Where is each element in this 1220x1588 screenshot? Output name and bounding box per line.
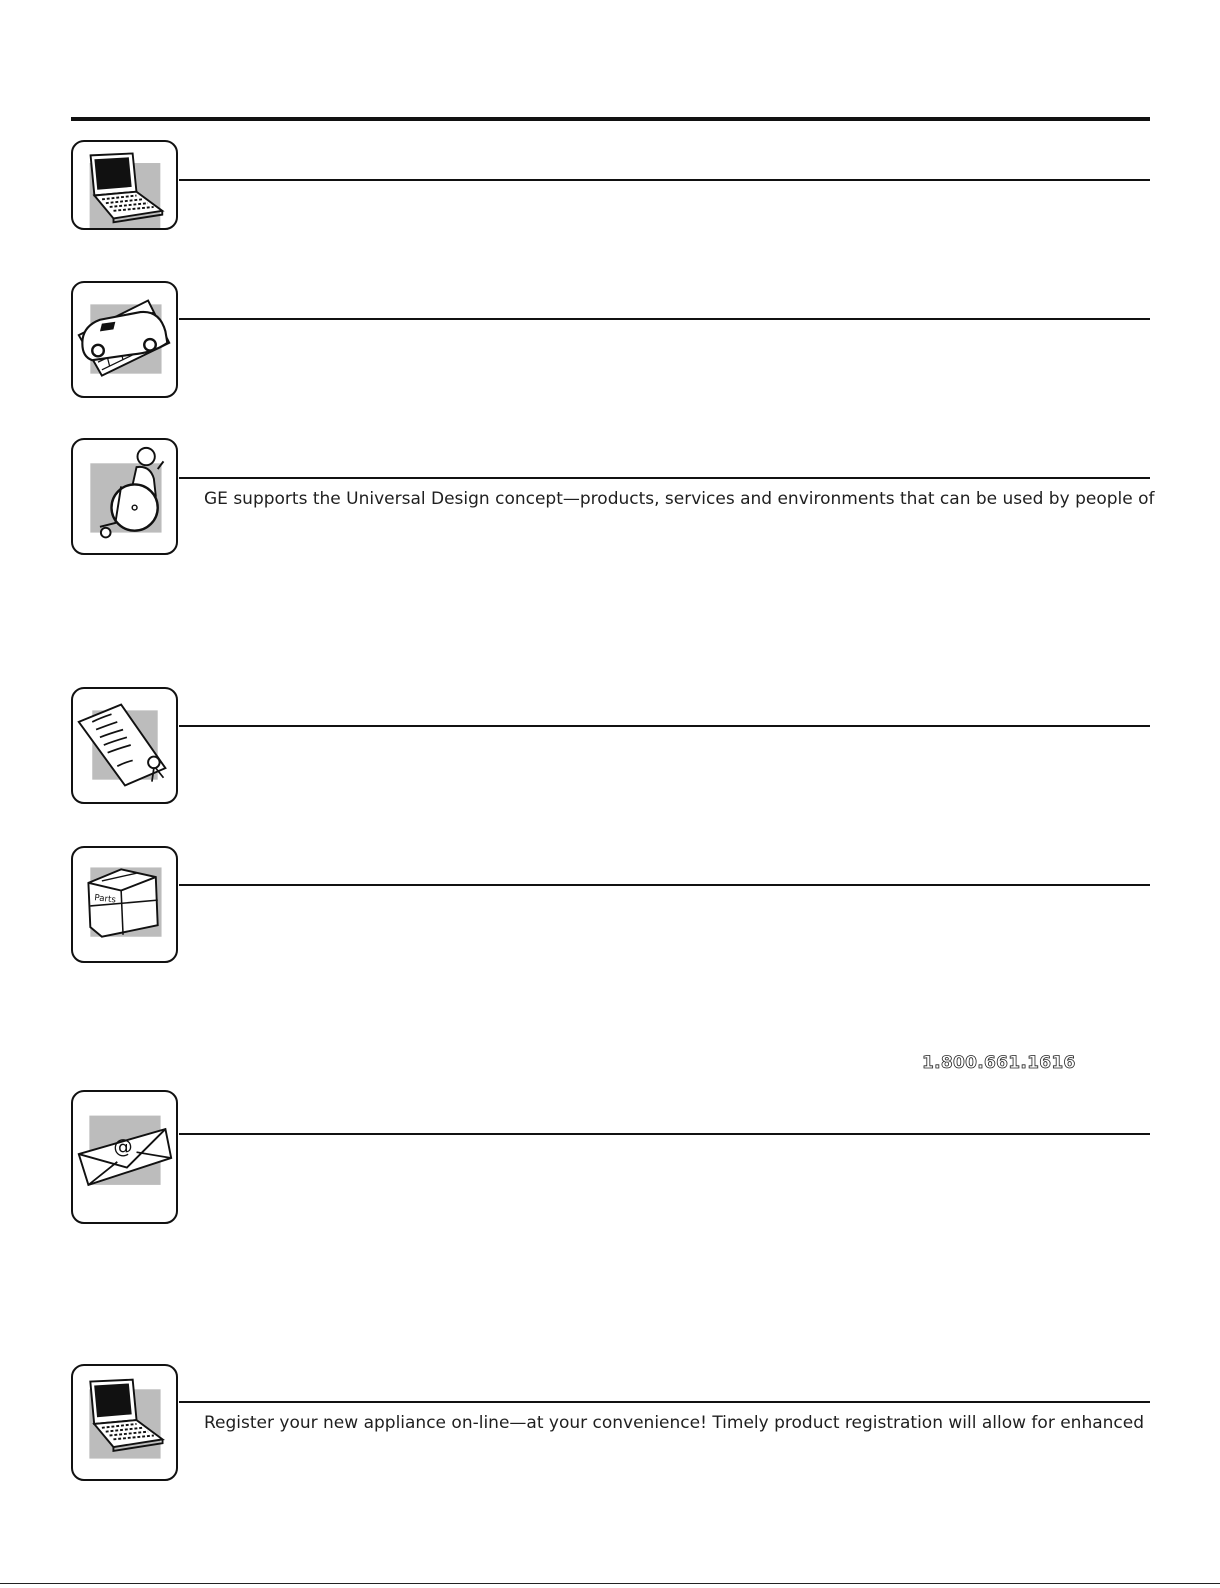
section-rule [179,318,1150,320]
register-appliance-text: Register your new appliance on-line—at your convenience! Timely product registration will allow for enhanced [204,1413,1145,1433]
parts-phone-number: 1.800.661.1616 [922,1053,1076,1073]
section-rule [179,477,1150,479]
service-van-calendar-icon [71,281,178,398]
wheelchair-accessibility-icon [71,438,178,555]
laptop-icon [71,140,178,230]
svg-text:Parts: Parts [93,893,117,906]
section-rule [179,1133,1150,1135]
email-envelope-icon [71,1090,178,1224]
universal-design-text: GE supports the Universal Design concept—products, services and environments that can be used by people of [204,489,1155,509]
warranty-certificate-icon [71,687,178,804]
laptop-icon [71,1364,178,1481]
section-rule [179,1401,1150,1403]
top-rule [71,117,1150,121]
section-rule [179,179,1150,181]
bottom-rule [0,1583,1220,1584]
parts-box-icon [71,846,178,963]
section-rule [179,884,1150,886]
section-rule [179,725,1150,727]
svg-text:@: @ [113,1135,133,1159]
